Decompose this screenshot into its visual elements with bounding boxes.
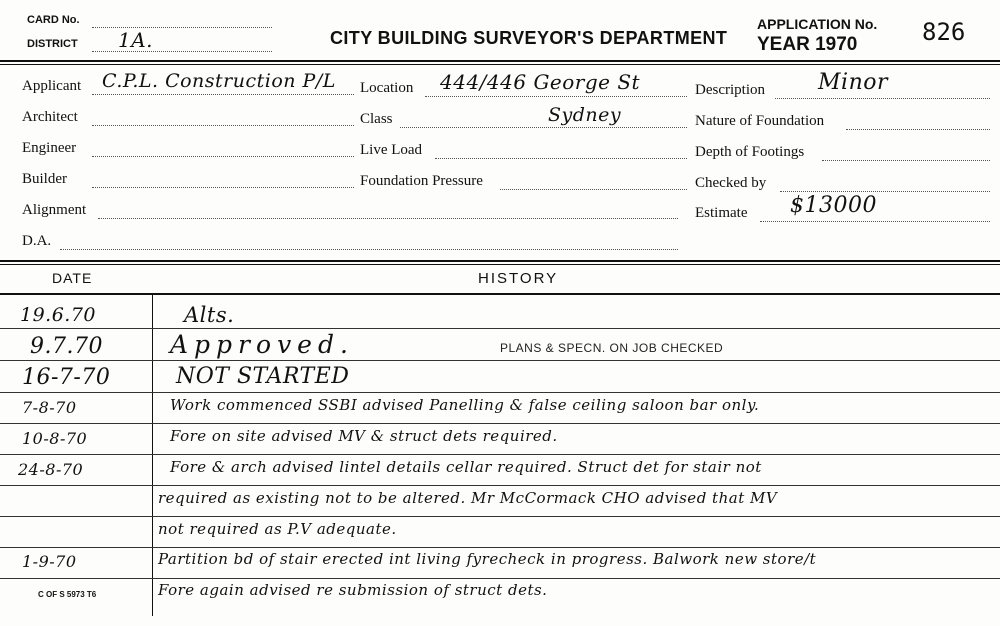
history-rule-3 (0, 392, 1000, 393)
checked-by-line (780, 191, 990, 192)
estimate-label: Estimate (695, 205, 748, 221)
depth-footings-label: Depth of Footings (695, 144, 805, 160)
history-text: Work commenced SSBI advised Panelling & false ceiling saloon bar only. (170, 396, 760, 414)
depth-footings-line (822, 160, 990, 161)
year-label: YEAR 1970 (757, 34, 858, 55)
application-number: 826 (922, 18, 966, 46)
da-line (60, 249, 678, 250)
foundation-pressure-label: Foundation Pressure (360, 173, 483, 189)
applicant-line (92, 94, 354, 95)
date-column-header: DATE (52, 270, 93, 286)
alignment-label: Alignment (22, 202, 87, 218)
location-value-line2: Sydney (548, 104, 622, 126)
history-rule-4 (0, 423, 1000, 424)
architect-line (92, 125, 354, 126)
history-text: Fore again advised re submission of struct dets. (158, 581, 548, 599)
history-text: Approved. (170, 330, 354, 359)
builder-label: Builder (22, 171, 67, 187)
architect-label: Architect (22, 109, 78, 125)
history-rule-5 (0, 454, 1000, 455)
history-column-header: HISTORY (478, 270, 559, 287)
location-line (425, 96, 687, 97)
foundation-pressure-line (500, 189, 687, 190)
history-rule-6 (0, 485, 1000, 486)
form-code: C OF S 5973 T6 (38, 590, 97, 599)
estimate-value: $13000 (790, 193, 877, 218)
live-load-line (435, 158, 687, 159)
history-rule-7 (0, 516, 1000, 517)
description-value: Minor (818, 70, 888, 95)
builder-line (92, 187, 354, 188)
applicant-value: C.P.L. Construction P/L (102, 70, 336, 92)
history-date: 24-8-70 (18, 460, 84, 479)
history-date: 1-9-70 (22, 552, 77, 571)
location-label: Location (360, 80, 414, 96)
location-value: 444/446 George St (440, 70, 641, 94)
live-load-label: Live Load (360, 142, 423, 158)
history-date: 16-7-70 (22, 365, 111, 390)
history-header-rule (0, 293, 1000, 295)
history-text: not required as P.V adequate. (158, 520, 397, 538)
class-line (400, 127, 687, 128)
district-label: DISTRICT (27, 38, 78, 50)
history-date: 10-8-70 (22, 429, 88, 448)
history-date: 19.6.70 (20, 304, 97, 326)
engineer-label: Engineer (22, 140, 77, 156)
history-date: 9.7.70 (30, 334, 103, 359)
top-rule (0, 60, 1000, 62)
description-label: Description (695, 82, 765, 98)
history-rule-9 (0, 578, 1000, 579)
plans-stamp: PLANS & SPECN. ON JOB CHECKED (500, 341, 724, 355)
history-rule-8 (0, 547, 1000, 548)
history-text: required as existing not to be altered. Mr McCormack CHO advised that MV (158, 489, 778, 507)
history-text: NOT STARTED (176, 364, 350, 389)
history-date: 7-8-70 (22, 398, 77, 417)
district-value: 1A. (118, 28, 154, 52)
da-label: D.A. (22, 233, 52, 249)
history-top-rule-inner (0, 264, 1000, 265)
nature-foundation-label: Nature of Foundation (695, 113, 825, 129)
history-rule-2 (0, 360, 1000, 361)
history-top-rule (0, 260, 1000, 262)
alignment-line (98, 218, 678, 219)
class-label: Class (360, 111, 393, 127)
history-rule-1 (0, 328, 1000, 329)
estimate-line (760, 221, 990, 222)
top-rule-inner (0, 64, 1000, 65)
history-text: Partition bd of stair erected int living fyrecheck in progress. Balwork new store/t (158, 550, 817, 568)
application-label: APPLICATION No. (757, 16, 878, 32)
card-no-label: CARD No. (27, 14, 80, 26)
department-title: CITY BUILDING SURVEYOR'S DEPARTMENT (330, 28, 728, 48)
history-text: Alts. (184, 303, 235, 327)
checked-by-label: Checked by (695, 175, 767, 191)
applicant-label: Applicant (22, 78, 82, 94)
nature-foundation-line (846, 129, 990, 130)
history-text: Fore & arch advised lintel details cellar required. Struct det for stair not (170, 458, 762, 476)
history-text: Fore on site advised MV & struct dets required. (170, 427, 558, 445)
description-line (775, 98, 990, 99)
engineer-line (92, 156, 354, 157)
